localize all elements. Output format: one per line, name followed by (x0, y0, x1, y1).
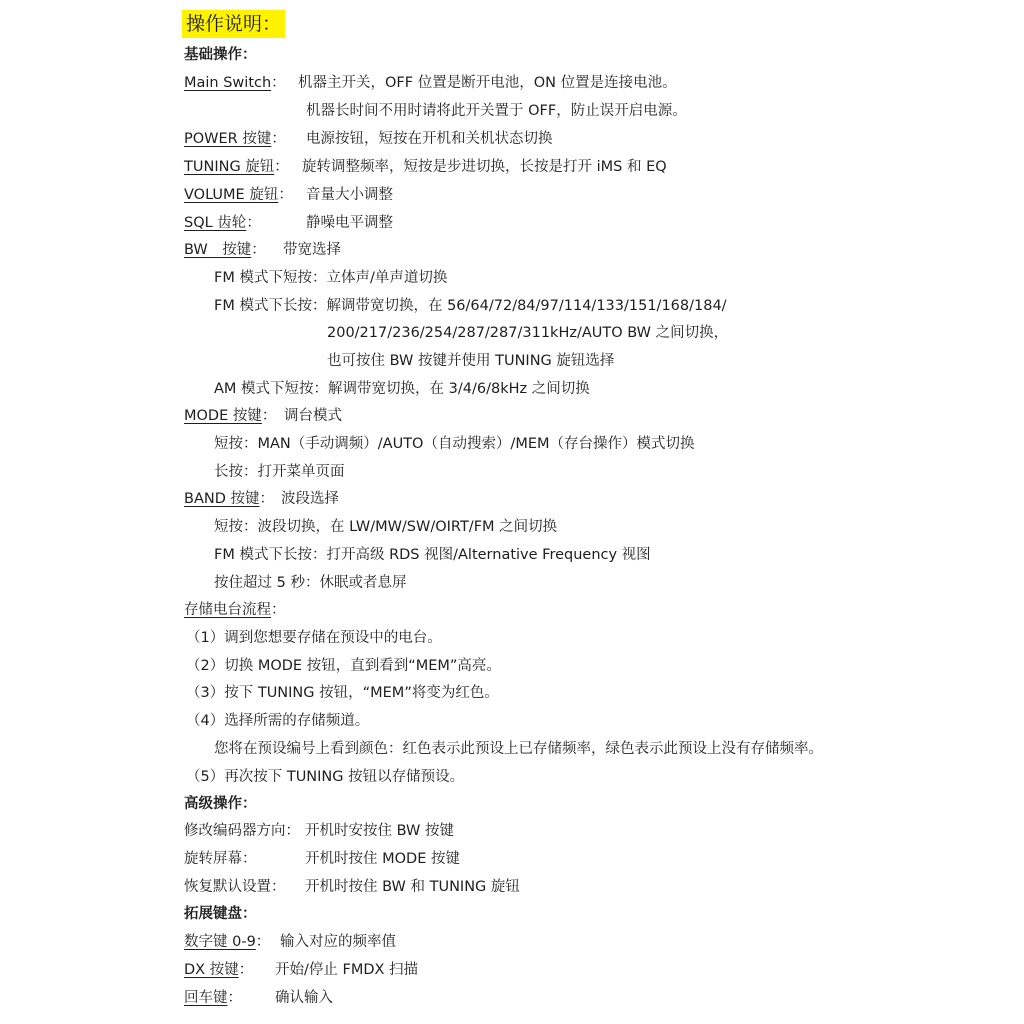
band-desc: 波段选择 (281, 491, 339, 507)
keypad-item-desc: 开始/停止 FMDX 扫描 (275, 962, 419, 978)
advanced-item-reset (184, 877, 520, 897)
section-heading-advanced: 高级操作： (184, 796, 257, 812)
advanced-item-rotate (184, 849, 460, 869)
bw-fm-long-label: FM 模式下长按： (214, 298, 327, 314)
advanced-item-desc: 开机时按住 BW 和 TUNING 旋钮 (305, 879, 520, 895)
power-row: POWER 按键： 电源按钮，短按在开机和关机状态切换 (184, 131, 553, 147)
advanced-item-desc: 开机时安按住 BW 按键 (305, 823, 454, 839)
tuning-label: TUNING 旋钮 (184, 159, 275, 175)
main-switch-desc-2: 机器长时间不用时请将此开关置于 OFF，防止误开启电源。 (306, 103, 687, 119)
band-row: BAND 按键： 波段选择 (184, 491, 339, 507)
bw-fm-short-row (214, 268, 447, 288)
volume-row: VOLUME 旋钮： 音量大小调整 (184, 187, 393, 203)
volume-label: VOLUME 旋钮 (184, 187, 279, 203)
section-heading-keypad: 拓展键盘： (184, 906, 257, 922)
keypad-item-digits: 数字键 0-9： 输入对应的频率值 (184, 934, 396, 950)
store-step-4: （4）选择所需的存储频道。 (186, 713, 370, 729)
main-switch-label: Main Switch (184, 75, 272, 91)
volume-desc: 音量大小调整 (306, 187, 393, 203)
main-switch-desc: 机器主开关，OFF 位置是断开电池，ON 位置是连接电池。 (298, 75, 677, 91)
store-step-4-note: 您将在预设编号上看到颜色：红色表示此预设上已存储频率，绿色表示此预设上没有存储频率。 (214, 741, 823, 757)
bw-fm-short-label: FM 模式下短按： (214, 270, 327, 286)
tuning-desc: 旋转调整频率，短按是步进切换，长按是打开 iMS 和 EQ (302, 159, 667, 175)
band-label: BAND 按键 (184, 491, 260, 507)
store-step-5: （5）再次按下 TUNING 按钮以存储预设。 (186, 769, 465, 785)
mode-short: 短按：MAN（手动调频）/AUTO（自动搜索）/MEM（存台操作）模式切换 (214, 436, 695, 452)
section-heading-basic: 基础操作： (184, 47, 257, 63)
sql-row: SQL 齿轮： 静噪电平调整 (184, 215, 393, 231)
advanced-item-label: 恢复默认设置： (184, 879, 286, 895)
bw-fm-long-desc-1: 解调带宽切换，在 56/64/72/84/97/114/133/151/168/184/ (326, 298, 727, 314)
power-desc: 电源按钮，短按在开机和关机状态切换 (306, 131, 553, 147)
keypad-item-label: 数字键 0-9 (184, 934, 256, 950)
band-hold: 按住超过 5 秒：休眠或者息屏 (214, 575, 407, 591)
mode-long: 长按：打开菜单页面 (214, 464, 345, 480)
bw-am-short-label: AM 模式下短按： (214, 381, 329, 397)
keypad-item-label: DX 按键 (184, 962, 239, 978)
store-step-2: （2）切换 MODE 按钮，直到看到“MEM”高亮。 (186, 658, 501, 674)
page-title: 操作说明： (182, 10, 285, 38)
store-label: 存储电台流程 (184, 602, 271, 618)
advanced-item-label: 修改编码器方向： (184, 823, 300, 839)
bw-fm-long-desc-2: 200/217/236/254/287/287/311kHz/AUTO BW 之间切换， (327, 325, 729, 341)
sql-desc: 静噪电平调整 (306, 215, 393, 231)
main-switch-row: Main Switch： 机器主开关，OFF 位置是断开电池，ON 位置是连接电池。 (184, 75, 677, 91)
bw-row: BW 按键： 带宽选择 (184, 242, 341, 258)
keypad-item-label: 回车键 (184, 990, 228, 1006)
tuning-row: TUNING 旋钮： 旋转调整频率，短按是步进切换，长按是打开 iMS 和 EQ (184, 159, 667, 175)
sql-label: SQL 齿轮 (184, 215, 247, 231)
keypad-item-enter: 回车键： 确认输入 (184, 990, 333, 1006)
bw-desc: 带宽选择 (283, 242, 341, 258)
keypad-item-desc: 确认输入 (275, 990, 333, 1006)
band-fm-long: FM 模式下长按：打开高级 RDS 视图/Alternative Frequency 视图 (214, 547, 651, 563)
bw-am-short-desc: 解调带宽切换，在 3/4/6/8kHz 之间切换 (328, 381, 590, 397)
bw-fm-short-desc: 立体声/单声道切换 (326, 270, 448, 286)
mode-desc: 调台模式 (284, 408, 342, 424)
power-label: POWER 按键 (184, 131, 272, 147)
advanced-item-encoder (184, 821, 454, 841)
mode-label: MODE 按键 (184, 408, 262, 424)
bw-label: BW 按键 (184, 242, 252, 258)
store-step-3: （3）按下 TUNING 按钮，“MEM”将变为红色。 (186, 685, 499, 701)
mode-row: MODE 按键： 调台模式 (184, 408, 342, 424)
store-heading: 存储电台流程： (184, 602, 286, 618)
bw-fm-long-row (214, 296, 727, 316)
band-short: 短按：波段切换，在 LW/MW/SW/OIRT/FM 之间切换 (214, 519, 558, 535)
store-step-1: （1）调到您想要存储在预设中的电台。 (186, 630, 442, 646)
advanced-item-desc: 开机时按住 MODE 按键 (305, 851, 460, 867)
keypad-item-desc: 输入对应的频率值 (280, 934, 396, 950)
bw-am-short-row (214, 379, 590, 399)
bw-fm-long-desc-3: 也可按住 BW 按键并使用 TUNING 旋钮选择 (327, 353, 615, 369)
advanced-item-label: 旋转屏幕： (184, 851, 257, 867)
keypad-item-dx: DX 按键： 开始/停止 FMDX 扫描 (184, 962, 419, 978)
